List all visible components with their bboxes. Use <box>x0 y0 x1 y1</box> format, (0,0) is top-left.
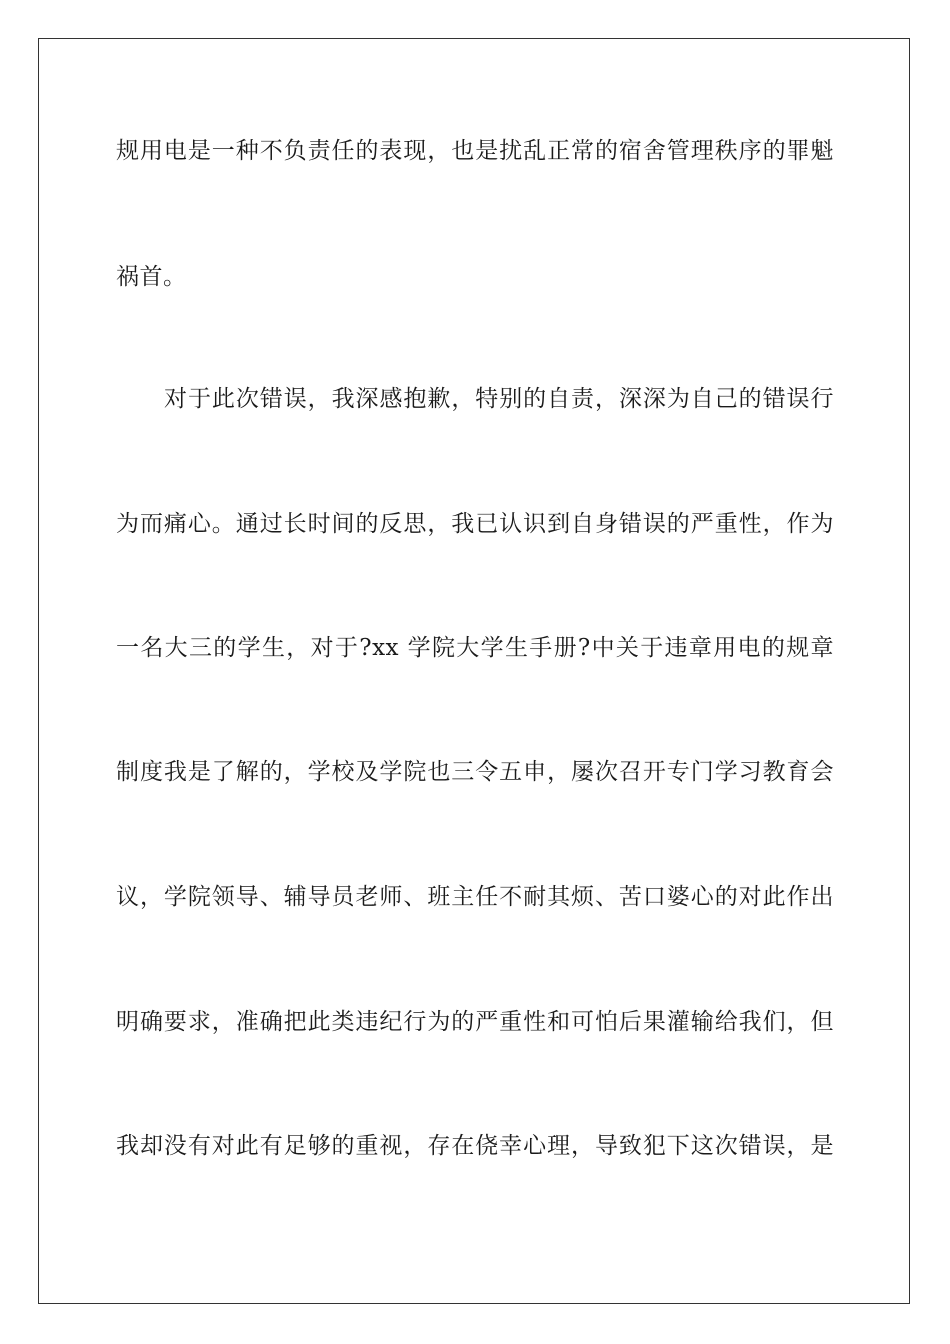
text-line-3: 对于此次错误，我深感抱歉，特别的自责，深深为自己的错误行 <box>164 386 834 412</box>
text-line-4: 为而痛心。通过长时间的反思，我已认识到自身错误的严重性，作为 <box>116 511 834 537</box>
text-line-8: 明确要求，准确把此类违纪行为的严重性和可怕后果灌输给我们，但 <box>116 1009 834 1035</box>
page-border <box>38 38 910 1304</box>
text-line-1: 规用电是一种不负责任的表现，也是扰乱正常的宿舍管理秩序的罪魁 <box>116 138 834 164</box>
text-line-5: 一名大三的学生，对于?xx 学院大学生手册?中关于违章用电的规章 <box>116 635 834 661</box>
text-line-7: 议，学院领导、辅导员老师、班主任不耐其烦、苦口婆心的对此作出 <box>116 884 834 910</box>
text-line-6: 制度我是了解的，学校及学院也三令五申，屡次召开专门学习教育会 <box>116 759 834 785</box>
text-line-9: 我却没有对此有足够的重视，存在侥幸心理，导致犯下这次错误，是 <box>116 1133 834 1159</box>
text-line-2: 祸首。 <box>116 264 187 290</box>
